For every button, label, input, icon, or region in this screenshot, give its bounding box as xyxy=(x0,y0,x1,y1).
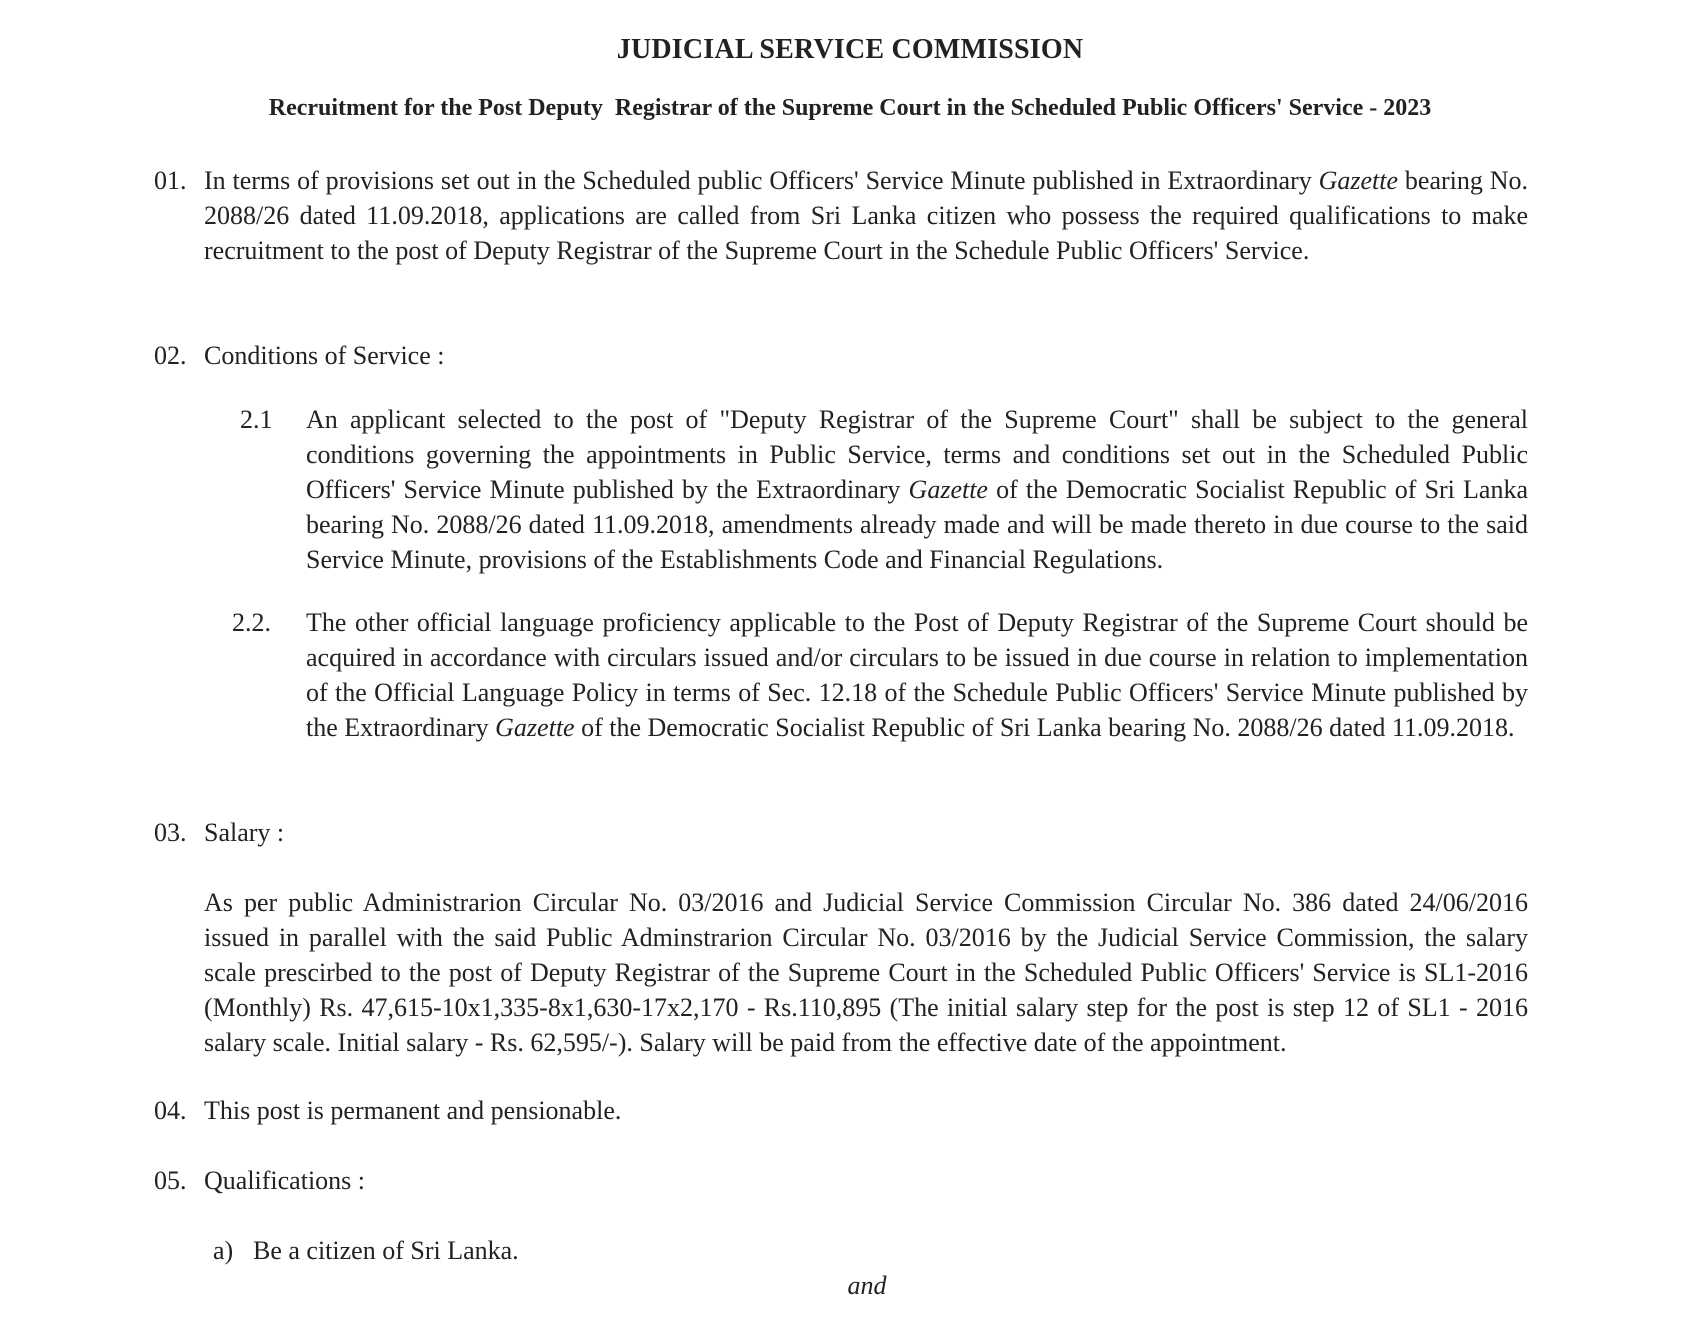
section-01-gazette: Gazette xyxy=(1318,166,1399,195)
document-subtitle: Recruitment for the Post Deputy Registrar of the Supreme Court in the Scheduled Public Officers' Service - 2023 xyxy=(268,95,1432,121)
subsection-2-2-number: 2.2. xyxy=(232,608,271,637)
section-05-heading: Qualifications : xyxy=(204,1166,366,1195)
section-01-number: 01. xyxy=(154,166,187,195)
section-05-number: 05. xyxy=(154,1166,187,1195)
section-01-text-part-a: In terms of provisions set out in the Scheduled public Officers' Service Minute published in Extraordinary xyxy=(204,166,1319,195)
section-03-text: As per public Administrarion Circular No. 03/2016 and Judicial Service Commission Circular No. 386 dated 24/06/2016 issued in parallel with the said Public Adminstrarion Circular No. 03/2016 by the Judicial Service Commission, the salary scale prescirbed to the post of Deputy Registrar of the Supreme Court in the Scheduled Public Officers' Service is SL1-2016 (Monthly) Rs. 47,615-10x1,335-8x1,630-17x2,170 - Rs.110,895 (The initial salary step for the post is step 12 of SL1 - 2016 salary scale. Initial salary - Rs. 62,595/-). Salary will be paid from the effective date of the appointment. xyxy=(204,888,1528,1057)
section-03-number: 03. xyxy=(154,818,187,847)
document-title: JUDICIAL SERVICE COMMISSION xyxy=(616,34,1084,65)
subsection-2-1-text-part-a: An applicant selected to the post of "Deputy Registrar of the Supreme Court" shall be subject to the general conditions governing the appointments in Public Service, terms and conditions set out in the Scheduled Public Officers' Service Minute published by the Extraordinary xyxy=(306,405,1528,504)
subsection-2-1-text-part-b: of the Democratic Socialist Republic of Sri Lanka bearing No. 2088/26 dated 11.09.2018, amendments already made and will be made thereto in due course to the said Service Minute, provisions of the Establishments Code and Financial Regulations. xyxy=(306,475,1528,574)
section-02-heading: Conditions of Service : xyxy=(204,341,445,370)
section-02-number: 02. xyxy=(154,341,187,370)
subsection-2-1-text xyxy=(306,402,1528,577)
subsection-2-1-number: 2.1 xyxy=(240,405,273,434)
subsection-2-2-text-part-b: of the Democratic Socialist Republic of Sri Lanka bearing No. 2088/26 dated 11.09.2018. xyxy=(574,713,1515,742)
section-04-number: 04. xyxy=(154,1096,187,1125)
section-03-heading: Salary : xyxy=(204,818,285,847)
qualification-a-label: a) xyxy=(213,1236,234,1265)
subsection-2-2-gazette: Gazette xyxy=(495,713,575,742)
subsection-2-2-text xyxy=(306,605,1528,745)
subsection-2-2-text-part-a: The other official language proficiency applicable to the Post of Deputy Registrar of the Supreme Court should be acquired in accordance with circulars issued and/or circulars to be issued in due course in relation to implementation of the Official Language Policy in terms of Sec. 12.18 of the Schedule Public Officers' Service Minute published by the Extraordinary xyxy=(306,608,1528,742)
section-01-text-part-b: bearing No. 2088/26 dated 11.09.2018, applications are called from Sri Lanka citizen who possess the required qualifications to make recruitment to the post of Deputy Registrar of the Supreme Court in the Schedule Public Officers' Service. xyxy=(204,166,1528,265)
conjunction-and: and xyxy=(847,1271,887,1300)
section-01-text xyxy=(204,163,1528,268)
subsection-2-1-gazette: Gazette xyxy=(908,475,988,504)
qualification-a-text: Be a citizen of Sri Lanka. xyxy=(253,1236,519,1265)
section-04-text: This post is permanent and pensionable. xyxy=(204,1096,622,1125)
